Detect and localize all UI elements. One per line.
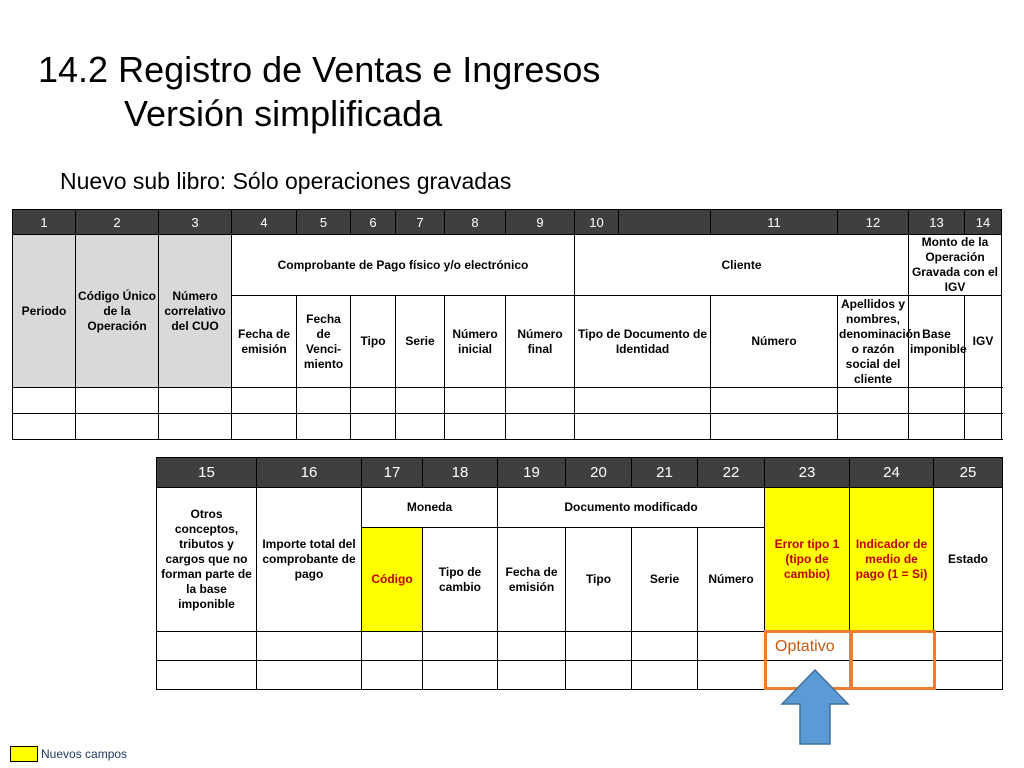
title-line-2: Versión simplificada <box>124 93 443 134</box>
slide-subtitle: Nuevo sub libro: Sólo operaciones gravadas <box>60 168 512 194</box>
header-base-imponible: Base imponible <box>909 296 965 388</box>
header-apellidos: Apellidos y nombres, denominación o razón social del cliente <box>839 296 921 386</box>
col-num: 13 <box>909 210 965 235</box>
up-arrow-icon <box>780 668 850 746</box>
header-documento-modificado-group: Documento modificado <box>498 488 765 528</box>
header-numero: Número <box>698 528 765 632</box>
col-num: 23 <box>765 458 850 488</box>
col-num: 8 <box>445 210 506 235</box>
table-row <box>13 388 1002 414</box>
slide-title <box>38 48 600 136</box>
header-monto-group: Monto de la Operación Gravada con el IGV <box>909 235 1002 296</box>
col-num: 3 <box>159 210 232 235</box>
header-cliente-group: Cliente <box>575 235 909 296</box>
col-num: 22 <box>698 458 765 488</box>
col-num: 24 <box>850 458 934 488</box>
header-numero: Número <box>711 296 838 388</box>
header-fecha-emision: Fecha de emisión <box>498 528 566 632</box>
header-correlativo: Número correlativo del CUO <box>159 235 232 388</box>
col-num: 19 <box>498 458 566 488</box>
header-fecha-emision: Fecha de emisión <box>232 296 297 388</box>
header-otros-conceptos: Otros conceptos, tributos y cargos que no forman parte de la base imponible <box>157 488 257 632</box>
optativo-label: Optativo <box>775 638 835 655</box>
col-num: 4 <box>232 210 297 235</box>
col-num: 11 <box>711 210 838 235</box>
title-line-1: 14.2 Registro de Ventas e Ingresos <box>38 49 601 90</box>
legend-swatch <box>10 746 38 762</box>
header-serie: Serie <box>632 528 698 632</box>
col-num: 6 <box>351 210 396 235</box>
col-num: 1 <box>13 210 76 235</box>
col-num: 7 <box>396 210 445 235</box>
header-numero-inicial: Número inicial <box>445 296 506 388</box>
column-number-row <box>157 458 1003 488</box>
col-num: 2 <box>76 210 159 235</box>
header-moneda-group: Moneda <box>362 488 498 528</box>
header-periodo: Periodo <box>13 235 76 388</box>
col-num: 5 <box>297 210 351 235</box>
header-numero-final: Número final <box>506 296 575 388</box>
col-num: 18 <box>423 458 498 488</box>
table-row <box>13 414 1002 440</box>
header-tipo: Tipo <box>351 296 396 388</box>
column-number-row <box>13 210 1002 235</box>
col-num: 21 <box>632 458 698 488</box>
header-igv: IGV <box>965 296 1002 388</box>
header-comprobante-group: Comprobante de Pago físico y/o electrónico <box>232 235 575 296</box>
col-num-blank <box>619 210 711 235</box>
header-serie: Serie <box>396 296 445 388</box>
header-tipo-documento: Tipo de Documento de Identidad <box>575 296 711 388</box>
col-num: 9 <box>506 210 575 235</box>
header-indicador-medio-pago: Indicador de medio de pago (1 = Si) <box>850 488 934 632</box>
header-codigo: Código <box>362 528 423 632</box>
header-tipo: Tipo <box>566 528 632 632</box>
col-num: 25 <box>934 458 1003 488</box>
col-num: 12 <box>838 210 909 235</box>
registro-table-1 <box>12 209 1002 440</box>
header-tipo-cambio: Tipo de cambio <box>423 528 498 632</box>
legend-label: Nuevos campos <box>41 747 128 761</box>
col-num: 17 <box>362 458 423 488</box>
col-num: 16 <box>257 458 362 488</box>
col-num: 15 <box>157 458 257 488</box>
header-fecha-vencimiento: Fecha de Venci-miento <box>297 296 351 388</box>
header-cuo: Código Único de la Operación <box>76 235 159 388</box>
col-num: 14 <box>965 210 1002 235</box>
col-num: 20 <box>566 458 632 488</box>
optional-box-indicador <box>850 630 936 690</box>
col-num: 10 <box>575 210 619 235</box>
header-error-tipo-1: Error tipo 1 (tipo de cambio) <box>765 488 850 632</box>
header-importe-total: Importe total del comprobante de pago <box>257 488 362 632</box>
header-estado: Estado <box>934 488 1003 632</box>
